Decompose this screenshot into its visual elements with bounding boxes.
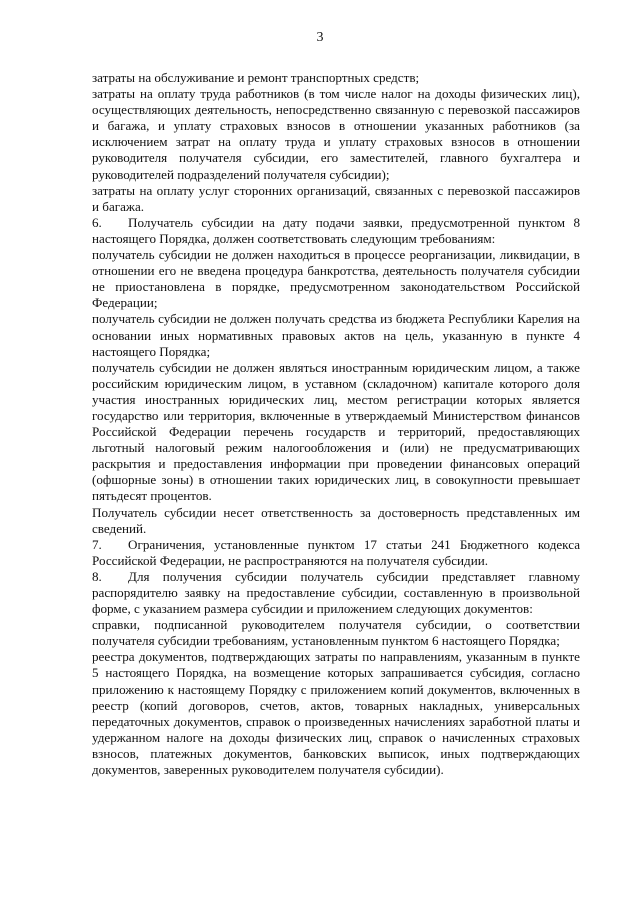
paragraph-no-reorganization: получатель субсидии не должен находиться в процессе реорганизации, ликвидации, в отношении его не введена процедура банкротства, деятельность получателя субсидии не приостановлена в порядке, предусмотренном законодательством Российской Федерации; [92,247,580,311]
page-number: 3 [316,30,324,45]
paragraph-costs-maintenance: затраты на обслуживание и ремонт транспортных средств; [92,70,420,85]
paragraph-certificate: справки, подписанной руководителем получателя субсидии, о соответствии получателя субсидии требованиям, установленным пунктом 6 настоящего Порядка; [92,617,580,649]
paragraph-costs-services: затраты на оплату услуг сторонних организаций, связанных с перевозкой пассажиров и багажа. [92,182,580,214]
paragraph-item-6: 6. Получатель субсидии на дату подачи заявки, предусмотренной пунктом 8 настоящего Порядка, должен соответствовать следующим требованиям: [92,214,580,246]
document-body [92,70,580,778]
paragraph-register: реестра документов, подтверждающих затраты по направлениям, указанным в пункте 5 настоящего Порядка, на возмещение которых запрашивается субсидия, согласно приложению к настоящему Порядку с приложением копий документов, включенных в реестр (копий договоров, счетов, актов, товарных накладных, универсальных передаточных документов, справок о произведенных начислениях заработной платы и удержанном налоге на доходы физических лиц, справок о начисленных страховых взносов, платежных документов, банковских выписок, иных подтверждающих документов, заверенных руководителем получателя субсидии). [92,649,580,778]
paragraph-item-8: 8. Для получения субсидии получатель субсидии представляет главному распорядителю заявку на предоставление субсидии, составленную в произвольной форме, с указанием размера субсидии и приложением следующих документов: [92,568,580,617]
paragraph-responsibility: Получатель субсидии несет ответственность за достоверность представленных им сведений. [92,504,580,536]
paragraph-no-other-funds: получатель субсидии не должен получать средства из бюджета Республики Карелия на основании иных нормативных правовых актов на цель, указанную в пункте 4 настоящего Порядка; [92,311,580,359]
paragraph-costs-labor: затраты на оплату труда работников (в том числе налог на доходы физических лиц), осуществляющих деятельность, непосредственно связанную с перевозкой пассажиров и багажа, и уплату страховых взносов в отношении указанных работников (за исключением затрат на оплату труда и уплату страховых взносов в отношении руководителя получателя субсидии, его заместителей, главного бухгалтера и руководителей подразделений получателя субсидии); [92,86,580,182]
paragraph-item-7: 7. Ограничения, установленные пунктом 17 статьи 241 Бюджетного кодекса Российской Федерации, не распространяются на получателя субсидии. [92,536,580,568]
paragraph-not-foreign-entity: получатель субсидии не должен являться иностранным юридическим лицом, а также российским юридическим лицом, в уставном (складочном) капитале которого доля участия иностранных юридических лиц, местом регистрации которых является государство или территория, включенные в утверждаемый Министерством финансов Российской Федерации перечень государств и территорий, предоставляющих льготный налоговый режим налогообложения и (или) не предусматривающих раскрытия и предоставления информации при проведении финансовых операций (офшорные зоны) в отношении таких юридических лиц, в совокупности превышает пятьдесят процентов. [92,359,580,504]
